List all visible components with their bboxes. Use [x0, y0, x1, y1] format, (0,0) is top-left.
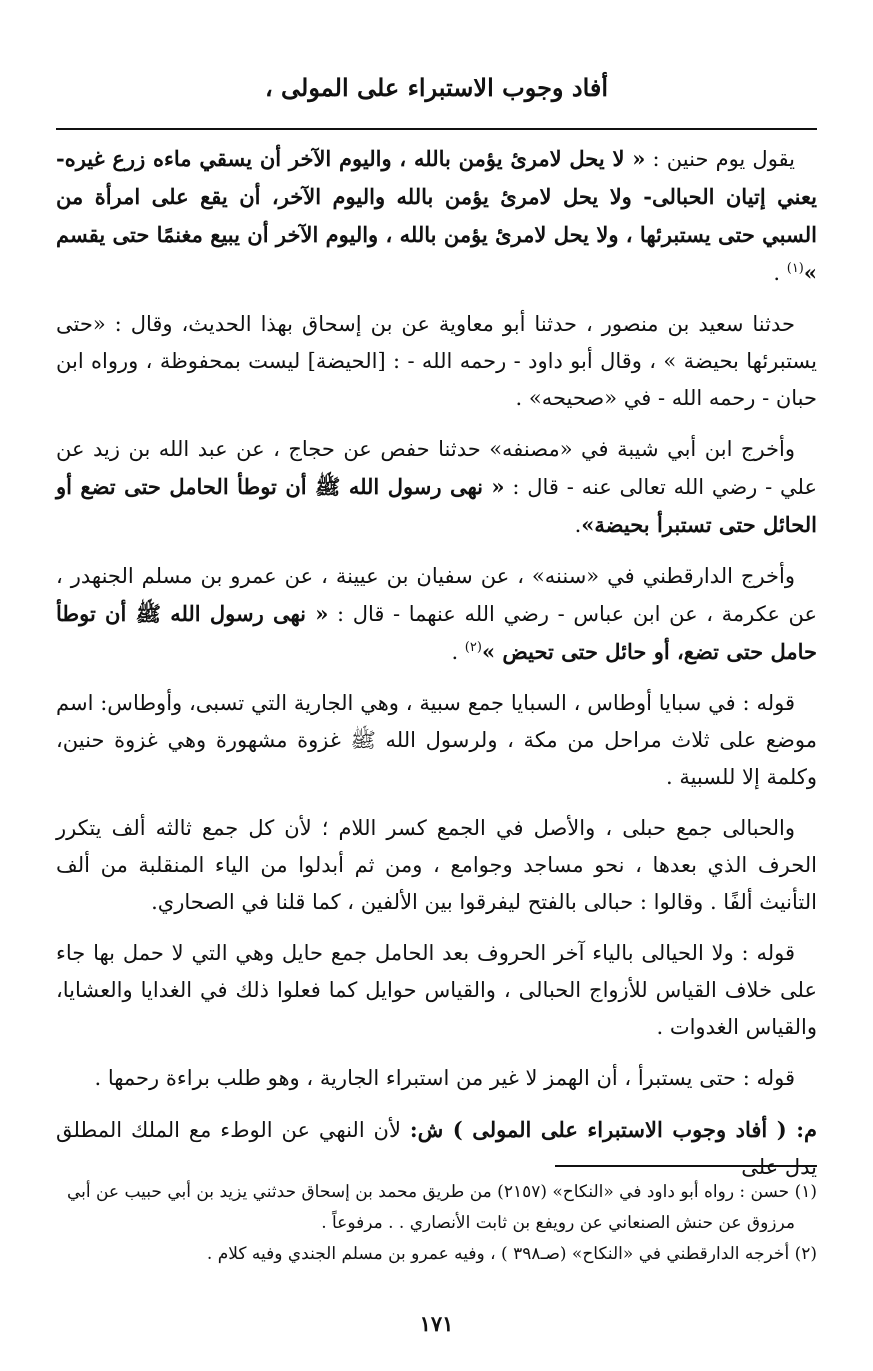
- paragraph-9: [56, 1111, 817, 1186]
- hadith-quote-3: « نهى رسول الله ﷺ أن توطأ حامل حتى تضع، أو حائل حتى تحيض »: [56, 601, 817, 664]
- hadith-quote-1: « لا يحل لامرئ يؤمن بالله ، واليوم الآخر أن يسقي ماءه زرع غيره- يعني إتيان الحبالى- ولا يحل لامرئ يؤمن بالله واليوم الآخر، أن يقع على امرأة من السبي حتى يستبرئها ، ولا يحل لامرئ يؤمن بالله ، واليوم الآخر أن يبيع مغنمًا حتى يقسم »: [56, 146, 817, 285]
- paragraph-5: قوله : في سبايا أوطاس ، السبايا جمع سبية ، وهي الجارية التي تسبى، وأوطاس: اسم موضع على ثلاث مراحل من مكة ، ولرسول الله ﷺ غزوة مشهورة وهي غزوة حنين، وكلمة إلا للسبية .: [56, 691, 817, 789]
- header-rule: [56, 128, 817, 130]
- footnote-1: [56, 1177, 817, 1239]
- paragraph-7: قوله : ولا الحيالى بالياء آخر الحروف بعد الحامل جمع حايل وهي التي لا حمل بها جاء على خلاف القياس للأزواج الحبالى ، والقياس حوايل كما فعلوا ذلك في الغدايا والعشايا، والقياس الغدوات .: [56, 941, 817, 1039]
- footnote-2: (٢) أخرجه الدارقطني في «النكاح» (صـ٣٩٨ ) ، وفيه عمرو بن مسلم الجندي وفيه كلام .: [206, 1244, 817, 1264]
- footnote-1-line-1: (١) حسن : رواه أبو داود في «النكاح» (٢١٥٧) من طريق محمد بن إسحاق حدثني يزيد بن أبي حبيب عن أبي: [66, 1182, 817, 1202]
- paragraph-4-intro: وأخرج الدارقطني في «سننه» ، عن سفيان بن عيينة ، عن عمرو بن مسلم الجنهدر ، عن عكرمة ، عن ابن عباس - رضي الله عنهما - قال :: [56, 564, 818, 626]
- footnote-ref-1: (١): [786, 261, 804, 276]
- paragraph-9-text: لأن النهي عن الوطء مع الملك المطلق يدل على: [56, 1118, 817, 1179]
- paragraph-4-end: .: [451, 640, 465, 664]
- paragraph-4: [56, 558, 817, 671]
- hadith-quote-2: « نهى رسول الله ﷺ أن توطأ الحامل حتى تضع أو الحائل حتى تستبرأ بحيضة»: [56, 474, 817, 537]
- footnote-rule: [555, 1165, 817, 1167]
- main-text: [56, 140, 817, 1200]
- footnote-ref-2: (٢): [464, 640, 482, 655]
- paragraph-3: [56, 431, 817, 544]
- paragraph-2: حدثنا سعيد بن منصور ، حدثنا أبو معاوية عن بن إسحاق بهذا الحديث، وقال : «حتى يستبرئها بحيضة » ، وقال أبو داود - رحمه الله - : [الحيضة] ليست بمحفوظة ، ورواه ابن حبان - رحمه الله - في «صحيحه» .: [56, 312, 817, 410]
- footnote-1-line-2: مرزوق عن حنش الصنعاني عن رويفع بن ثابت الأنصاري . . مرفوعاً .: [321, 1213, 795, 1233]
- running-head: أفاد وجوب الاستبراء على المولى ،: [264, 73, 609, 102]
- paragraph-6: والحبالى جمع حبلى ، والأصل في الجمع كسر اللام ؛ لأن كل جمع ثالثه ألف يتكرر الحرف الذي بعدها ، نحو مساجد وجوامع ، ومن ثم أبدلوا من الياء المنقلبة من ألف التأنيث ألفًا . وقالوا : حبالى بالفتح ليفرقوا بين الألفين ، كما قلنا في الصحاري.: [56, 816, 817, 914]
- page-number: ١٧١: [419, 1311, 454, 1336]
- paragraph-1-end: .: [773, 261, 787, 285]
- paragraph-3-intro: وأخرج ابن أبي شيبة في «مصنفه» حدثنا حفص عن حجاج ، عن عبد الله بن زيد عن علي - رضي الله تعالى عنه - قال :: [56, 437, 817, 499]
- paragraph-3-end: .: [574, 513, 582, 537]
- footnotes: [56, 1177, 817, 1270]
- matn-heading: م: ( أفاد وجوب الاستبراء على المولى ) ش:: [409, 1117, 817, 1142]
- paragraph-8: قوله : حتى يستبرأ ، أن الهمز لا غير من استبراء الجارية ، وهو طلب براءة رحمها .: [94, 1066, 795, 1090]
- paragraph-1: [56, 140, 817, 292]
- paragraph-1-intro: يقول يوم حنين :: [645, 147, 796, 171]
